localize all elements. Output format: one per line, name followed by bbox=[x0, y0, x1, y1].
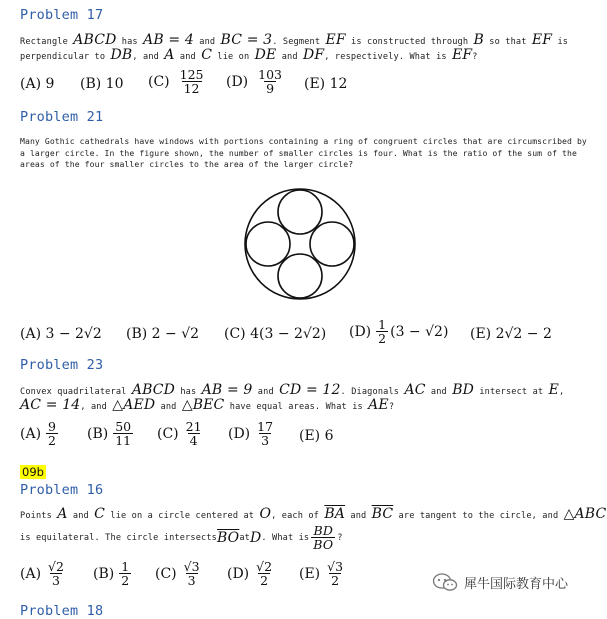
numerator: √3 bbox=[183, 559, 200, 574]
math: O bbox=[259, 506, 272, 522]
math: AB = 9 bbox=[201, 382, 253, 398]
math: ABCD bbox=[73, 32, 117, 48]
math: ABCD bbox=[131, 382, 176, 398]
math: △ABC bbox=[563, 506, 607, 522]
p21-choice-e: (E) 2√2 − 2 bbox=[470, 326, 552, 342]
numerator: 17 bbox=[257, 419, 274, 434]
fraction bbox=[254, 560, 274, 587]
text: lie on a circle centered at bbox=[105, 511, 260, 521]
math-segment: $\overline{BO}$ bbox=[216, 529, 240, 546]
choice-label: (C) bbox=[157, 425, 179, 442]
numerator: √2 bbox=[48, 559, 64, 574]
text: , and bbox=[80, 402, 113, 412]
problem-23-heading: Problem 23 bbox=[20, 357, 104, 373]
text: and bbox=[276, 52, 304, 62]
p16-choice-b bbox=[93, 560, 133, 587]
p16-choice-d bbox=[227, 560, 276, 587]
numerator: 50 bbox=[115, 419, 132, 434]
text: are tangent to the circle, and bbox=[393, 511, 564, 521]
section-tag-label: 09b bbox=[22, 465, 44, 479]
math-segment: $\overline{BC}$ bbox=[371, 506, 394, 522]
wechat-icon bbox=[432, 572, 458, 592]
text: perpendicular to bbox=[20, 52, 111, 62]
math: EF bbox=[325, 32, 346, 48]
fraction bbox=[46, 560, 66, 587]
choice-label: (A) bbox=[20, 565, 42, 582]
numerator: 125 bbox=[179, 67, 204, 82]
numerator: 1 bbox=[121, 559, 130, 574]
small-circle-left bbox=[246, 222, 290, 266]
text: at bbox=[239, 532, 250, 543]
math: AC bbox=[404, 382, 426, 398]
problem-16-heading: Problem 16 bbox=[20, 482, 104, 498]
text: and bbox=[174, 52, 202, 62]
small-circle-bottom bbox=[278, 254, 322, 298]
problem-21-statement bbox=[20, 136, 600, 171]
choice-label: (B) bbox=[87, 425, 109, 442]
numerator: 9 bbox=[48, 419, 56, 434]
text: and bbox=[252, 387, 280, 397]
section-tag bbox=[20, 461, 46, 480]
math: BD bbox=[452, 382, 475, 398]
fraction bbox=[46, 420, 58, 447]
fraction bbox=[311, 524, 335, 551]
text: . Segment bbox=[272, 37, 326, 47]
math: AC = 14 bbox=[20, 397, 81, 413]
text: and bbox=[155, 402, 182, 412]
watermark bbox=[432, 572, 568, 592]
p21-choice-b: (B) 2 − √2 bbox=[126, 326, 200, 342]
math: BC = 3 bbox=[220, 32, 273, 48]
denominator: 12 bbox=[183, 81, 200, 96]
p23-choice-b bbox=[87, 420, 135, 447]
text: is equilateral. The circle intersects bbox=[20, 532, 217, 543]
fraction bbox=[184, 420, 204, 447]
text: . Diagonals bbox=[340, 387, 405, 397]
denominator: 9 bbox=[266, 81, 275, 96]
text: is bbox=[552, 37, 569, 47]
fraction bbox=[256, 68, 284, 95]
fraction bbox=[255, 420, 275, 447]
numerator: √3 bbox=[327, 559, 344, 574]
text: and bbox=[67, 511, 95, 521]
numerator: √2 bbox=[256, 559, 273, 574]
math: B bbox=[473, 32, 484, 48]
math: C bbox=[201, 47, 213, 63]
p16-choice-c bbox=[155, 560, 204, 587]
choice-label: (D) bbox=[227, 565, 250, 582]
p17-choice-a: (A) 9 bbox=[20, 76, 55, 92]
choice-label: (D) bbox=[228, 425, 251, 442]
math: EF bbox=[531, 32, 553, 48]
fraction bbox=[182, 560, 202, 587]
numerator: 21 bbox=[185, 419, 202, 434]
math: AE bbox=[368, 397, 389, 413]
problem-21-heading: Problem 21 bbox=[20, 109, 104, 125]
p16-choice-a bbox=[20, 560, 68, 587]
math: A bbox=[164, 47, 175, 63]
math-segment: $\overline{BA}$ bbox=[324, 506, 346, 522]
choice-label: (B) bbox=[93, 565, 115, 582]
text: , each of bbox=[271, 511, 325, 521]
choice-label: (D) bbox=[226, 73, 249, 90]
text: and bbox=[425, 387, 453, 397]
text: ? bbox=[388, 402, 395, 412]
choice-label: (D) bbox=[349, 323, 372, 340]
math: △BEC bbox=[181, 397, 225, 413]
text: so that bbox=[483, 37, 532, 47]
p16-choice-e bbox=[299, 560, 347, 587]
denominator: 2 bbox=[331, 573, 340, 588]
text: . What is bbox=[261, 532, 310, 543]
numerator: 1 bbox=[378, 317, 387, 332]
large-circle bbox=[245, 189, 355, 299]
fraction bbox=[113, 420, 133, 447]
p17-choice-b: (B) 10 bbox=[80, 76, 124, 92]
denominator: 4 bbox=[189, 433, 198, 448]
text: has bbox=[175, 387, 202, 397]
small-circle-top bbox=[278, 190, 322, 234]
text: Rectangle bbox=[20, 37, 74, 47]
text: and bbox=[193, 37, 221, 47]
p17-choice-d bbox=[226, 68, 286, 95]
p23-choice-d bbox=[228, 420, 277, 447]
watermark-text: 犀牛国际教育中心 bbox=[464, 576, 569, 592]
text: , and bbox=[132, 52, 165, 62]
math: DF bbox=[303, 47, 325, 63]
text: ? bbox=[472, 52, 478, 62]
math: EF bbox=[452, 47, 473, 63]
text: , respectively. What is bbox=[324, 52, 453, 62]
fraction bbox=[119, 560, 131, 587]
statement-line: a larger circle. In the figure shown, the number of smaller circles is four. What is the ratio of the sum of the bbox=[20, 147, 577, 158]
statement-line: areas of the four smaller circles to the area of the larger circle? bbox=[20, 159, 354, 169]
text: lie on bbox=[212, 52, 255, 62]
denominator: 3 bbox=[52, 573, 60, 588]
choice-label: (A) bbox=[20, 425, 42, 442]
choice-label: (C) bbox=[155, 565, 177, 582]
choice-rest: (3 − √2) bbox=[390, 323, 449, 340]
problem-17-heading: Problem 17 bbox=[20, 7, 104, 23]
small-circle-right bbox=[310, 222, 354, 266]
denominator: 3 bbox=[261, 433, 270, 448]
problem-16-statement bbox=[20, 506, 607, 552]
fraction bbox=[376, 318, 388, 345]
math: △AED bbox=[112, 397, 156, 413]
denominator: 2 bbox=[48, 433, 56, 448]
text: intersect at bbox=[474, 387, 549, 397]
p21-choice-c: (C) 4(3 − 2√2) bbox=[224, 326, 327, 342]
math: D bbox=[249, 529, 262, 546]
p17-choice-c bbox=[148, 68, 208, 95]
problem-17-statement bbox=[20, 34, 595, 63]
text: and bbox=[345, 511, 372, 521]
math: A bbox=[57, 506, 68, 522]
text: Points bbox=[20, 511, 58, 521]
math: AB = 4 bbox=[143, 32, 194, 48]
math: DE bbox=[254, 47, 277, 63]
p23-choice-e: (E) 6 bbox=[299, 428, 334, 444]
p21-choice-d bbox=[349, 318, 448, 345]
denominator: BO bbox=[313, 537, 334, 552]
denominator: 11 bbox=[115, 433, 132, 448]
text: Convex quadrilateral bbox=[20, 387, 132, 397]
math: C bbox=[94, 506, 106, 522]
p23-choice-c bbox=[157, 420, 206, 447]
denominator: 2 bbox=[121, 573, 130, 588]
choice-label: (E) bbox=[299, 565, 321, 582]
numerator: 103 bbox=[258, 67, 283, 82]
text: have equal areas. What is bbox=[224, 402, 369, 412]
choice-label: (C) bbox=[148, 73, 170, 90]
denominator: 2 bbox=[260, 573, 269, 588]
text: ? bbox=[337, 532, 343, 543]
next-problem-heading-partial: Problem 18 bbox=[20, 603, 104, 619]
gothic-window-figure bbox=[242, 186, 358, 302]
p23-choice-a bbox=[20, 420, 60, 447]
text: is constructed through bbox=[345, 37, 474, 47]
p21-choice-a: (A) 3 − 2√2 bbox=[20, 326, 102, 342]
numerator: BD bbox=[313, 523, 333, 538]
math: CD = 12 bbox=[279, 382, 341, 398]
denominator: 3 bbox=[187, 573, 196, 588]
problem-23-statement: Convex quadrilateral ABCD has AB = 9 and CD = 12. Diagonals AC and BD intersect at E, AC = 14, and △AED and △BEC have equal areas. What is AE? bbox=[20, 382, 565, 413]
text: has bbox=[116, 37, 144, 47]
math: E bbox=[548, 382, 559, 398]
math: DB bbox=[110, 47, 133, 63]
fraction bbox=[325, 560, 345, 587]
denominator: 2 bbox=[378, 331, 387, 346]
fraction bbox=[178, 68, 206, 95]
statement-line: Many Gothic cathedrals have windows with portions containing a ring of congruent circles that are circumscribed by bbox=[20, 136, 587, 146]
p17-choice-e: (E) 12 bbox=[304, 76, 348, 92]
